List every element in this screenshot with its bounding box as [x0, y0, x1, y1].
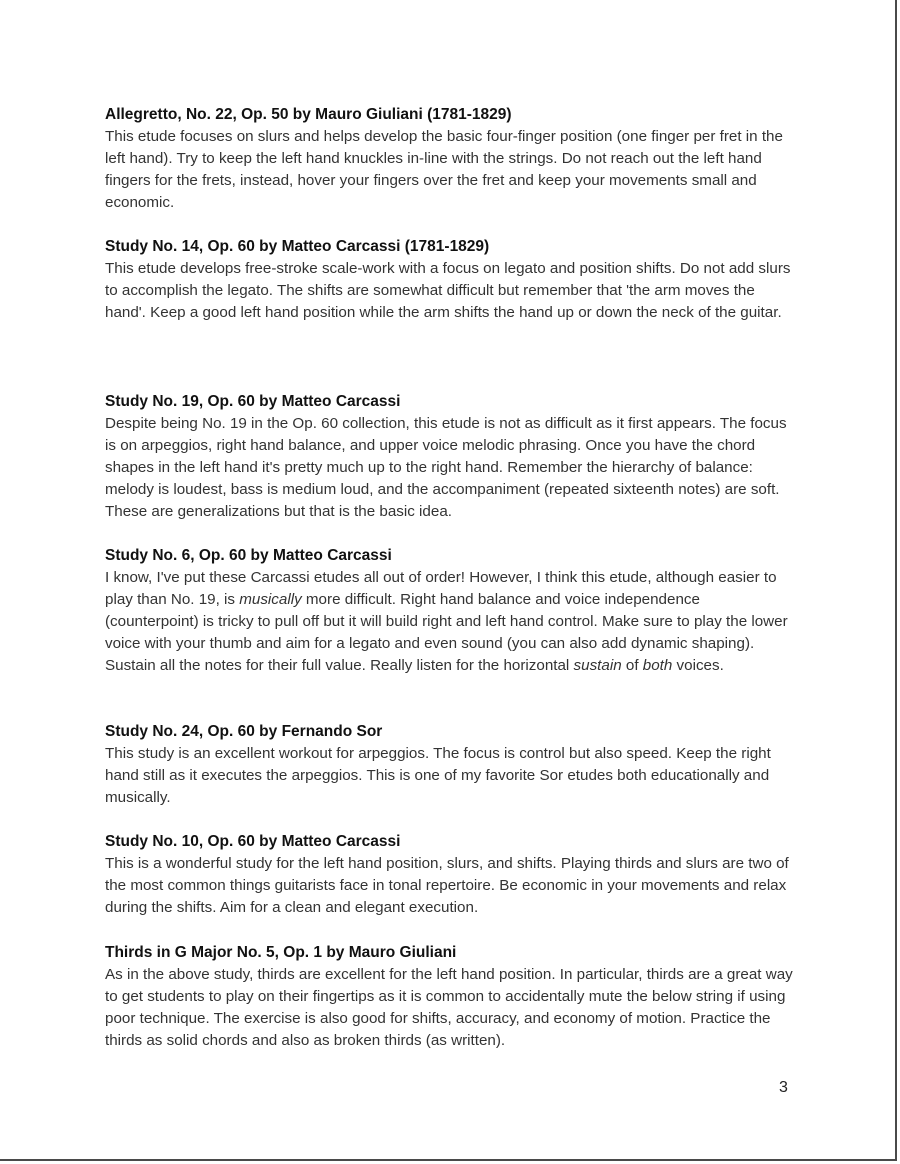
- section-body: This study is an excellent workout for arpeggios. The focus is control but also speed. Keep the right hand still as it executes the arpeggios. This is one of my favorite Sor etudes both educationally and musically.: [105, 745, 771, 806]
- etude-section-giuliani-thirds: [105, 942, 795, 1052]
- section-title: Study No. 10, Op. 60 by Matteo Carcassi: [105, 833, 401, 850]
- section-body: I know, I've put these Carcassi etudes all out of order! However, I think this etude, although easier to play than No. 19, is musically more difficult. Right hand balance and voice independence (counterpoint) is tricky to pull off but it will build right and left hand control. Make sure to play the lower voice with your thumb and aim for a legato and even sound (you can also add dynamic shaping). Sustain all the notes for their full value. Really listen for the horizontal sustain of both voices.: [105, 569, 788, 674]
- section-body: This etude develops free-stroke scale-work with a focus on legato and position shifts. Do not add slurs to accomplish the legato. The shifts are somewhat difficult but remember that 'the arm moves the hand'. Keep a good left hand position while the arm shifts the hand up or down the neck of the guitar.: [105, 260, 791, 321]
- section-title: Study No. 24, Op. 60 by Fernando Sor: [105, 723, 383, 740]
- section-title: Study No. 6, Op. 60 by Matteo Carcassi: [105, 547, 392, 564]
- section-body: As in the above study, thirds are excellent for the left hand position. In particular, thirds are a great way to get students to play on their fingertips as it is common to accidentally mute the below string if using poor technique. The exercise is also good for shifts, accuracy, and economy of motion. Practice the thirds as solid chords and also as broken thirds (as written).: [105, 966, 793, 1049]
- etude-section-carcassi-14: [105, 236, 795, 324]
- etude-section-sor-24: [105, 721, 795, 809]
- section-body: Despite being No. 19 in the Op. 60 collection, this etude is not as difficult as it first appears. The focus is on arpeggios, right hand balance, and upper voice melodic phrasing. Once you have the chord shapes in the left hand it's pretty much up to the right hand. Remember the hierarchy of balance: melody is loudest, bass is medium loud, and the accompaniment (repeated sixteenth notes) are soft. These are generalizations but that is the basic idea.: [105, 415, 787, 520]
- section-title: Thirds in G Major No. 5, Op. 1 by Mauro Giuliani: [105, 944, 457, 961]
- section-body: This etude focuses on slurs and helps develop the basic four-finger position (one finger per fret in the left hand). Try to keep the left hand knuckles in-line with the strings. Do not reach out the left hand fingers for the frets, instead, hover your fingers over the fret and keep your movements small and economic.: [105, 128, 783, 211]
- section-title: Study No. 14, Op. 60 by Matteo Carcassi (1781-1829): [105, 238, 490, 255]
- section-body: This is a wonderful study for the left hand position, slurs, and shifts. Playing thirds and slurs are two of the most common things guitarists face in tonal repertoire. Be economic in your movements and relax during the shifts. Aim for a clean and elegant execution.: [105, 855, 789, 916]
- section-title: Allegretto, No. 22, Op. 50 by Mauro Giuliani (1781-1829): [105, 106, 512, 123]
- page-number: 3: [779, 1079, 788, 1096]
- etude-section-giuliani-op50: [105, 104, 795, 214]
- etude-section-carcassi-6: [105, 545, 795, 677]
- etude-section-carcassi-19: [105, 391, 795, 523]
- etude-section-carcassi-10: [105, 831, 795, 919]
- section-title: Study No. 19, Op. 60 by Matteo Carcassi: [105, 393, 401, 410]
